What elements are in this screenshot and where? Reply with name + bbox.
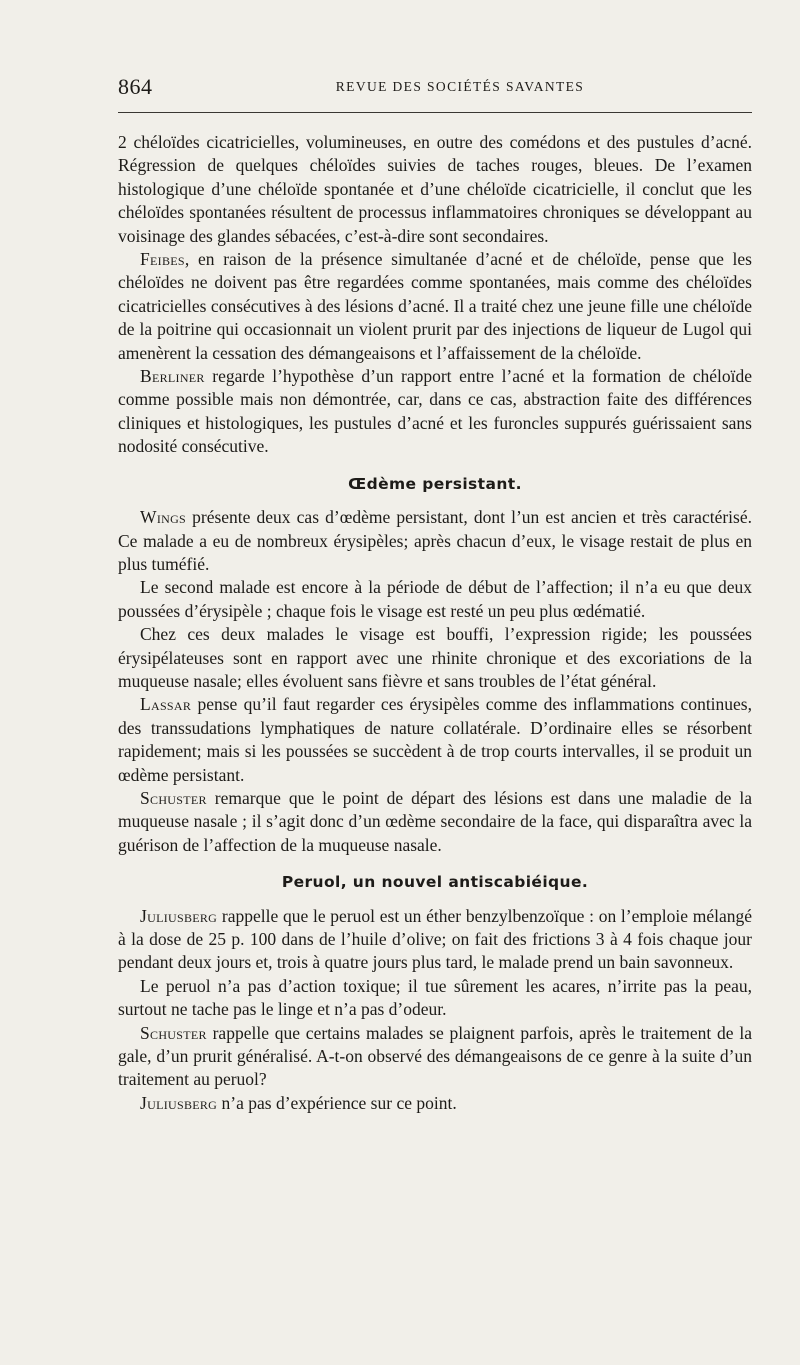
paragraph: Lassar pense qu’il faut regarder ces érysipèles comme des inflammations continues, des transsudations lymphatiques de nature collatérale. D’ordinaire elles se résorbent rapidement; mais si les poussées se succèdent à de trop courts intervalles, il se produit un œdème persistant.	[118, 694, 752, 785]
author-name: Juliusberg	[140, 1092, 218, 1113]
page-number: 864	[118, 74, 153, 99]
paragraph: Berliner regarde l’hypothèse d’un rapport entre l’acné et la formation de chéloïde comme possible mais non démontrée, car, dans ce cas, abstraction faite des différences cliniques et histologiques, les pustules d’acné et les furoncles suppurés guérissaient sans nodosité consécutive.	[118, 366, 752, 457]
paragraph: Feibes, en raison de la présence simultanée d’acné et de chéloïde, pense que les chéloïdes ne doivent pas être regardées comme spontanées, mais comme des chéloïdes cicatricielles consécutives à des lésions d’acné. Il a traité chez une jeune fille une chéloïde de la poitrine qui occasionnait un violent prurit par des injections de liqueur de Lugol qui amenèrent la cessation des démangeaisons et l’affaissement de la chéloïde.	[118, 249, 752, 363]
paragraph: Juliusberg n’a pas d’expérience sur ce point.	[140, 1092, 457, 1113]
author-name: Wings	[140, 507, 187, 528]
paragraph: Wings présente deux cas d’œdème persistant, dont l’un est ancien et très caractérisé. Ce malade a eu de nombreux érysipèles; après chacun d’eux, le visage restait de plus en plus tuméfié.	[118, 507, 752, 574]
paragraph: 2 chéloïdes cicatricielles, volumineuses, en outre des comédons et des pustules d’acné. Régression de quelques chéloïdes suivies de taches rouges, bleues. De l’examen histologique d’une chéloïde spontanée et d’une chéloïde cicatricielle, il conclut que les chéloïdes spontanées résultent de processus inflammatoires chroniques se développant au voisinage des glandes sébacées, c’est-à-dire sont secondaires.	[118, 132, 752, 246]
header-rule	[118, 112, 752, 113]
author-name: Juliusberg	[140, 905, 218, 926]
author-name: Schuster	[140, 1022, 207, 1043]
paragraph: Schuster rappelle que certains malades se plaignent parfois, après le traitement de la gale, d’un prurit généralisé. A-t-on observé des démangeaisons de ce genre à la suite d’un traitement au peruol?	[118, 1022, 752, 1090]
page-header	[118, 74, 752, 102]
paragraph: Juliusberg rappelle que le peruol est un éther benzylbenzoïque : on l’emploie mélangé à la dose de 25 p. 100 dans de l’huile d’olive; on fait des frictions 3 à 4 fois chaque jour pendant deux jours et, trois à quatre jours plus tard, le malade prend un bain savonneux.	[118, 905, 752, 973]
paragraph: Schuster remarque que le point de départ des lésions est dans une maladie de la muqueuse nasale ; il s’agit donc d’un œdème secondaire de la face, qui disparaîtra avec la guérison de l’affection de la muqueuse nasale.	[118, 787, 752, 855]
running-head: REVUE DES SOCIÉTÉS SAVANTES	[335, 79, 585, 94]
paragraph: Le second malade est encore à la période de début de l’affection; il n’a eu que deux poussées d’érysipèle ; chaque fois le visage est resté un peu plus œdématié.	[118, 577, 752, 621]
text-body	[118, 131, 752, 1115]
paragraph: Le peruol n’a pas d’action toxique; il tue sûrement les acares, n’irrite pas la peau, surtout ne tache pas le linge et n’a pas d’odeur.	[118, 975, 752, 1020]
section-title: Peruol, un nouvel antiscabiéique.	[281, 873, 589, 892]
author-name: Lassar	[140, 694, 192, 715]
paragraph: Chez ces deux malades le visage est bouffi, l’expression rigide; les poussées érysipélateuses sont en rapport avec une rhinite chronique et des excoriations de la muqueuse nasale; elles évoluent sans fièvre et sans troubles de l’état général.	[118, 624, 752, 691]
author-name: Feibes	[140, 249, 185, 270]
section-title: Œdème persistant.	[348, 474, 522, 493]
author-name: Berliner	[140, 366, 205, 387]
author-name: Schuster	[140, 787, 207, 808]
